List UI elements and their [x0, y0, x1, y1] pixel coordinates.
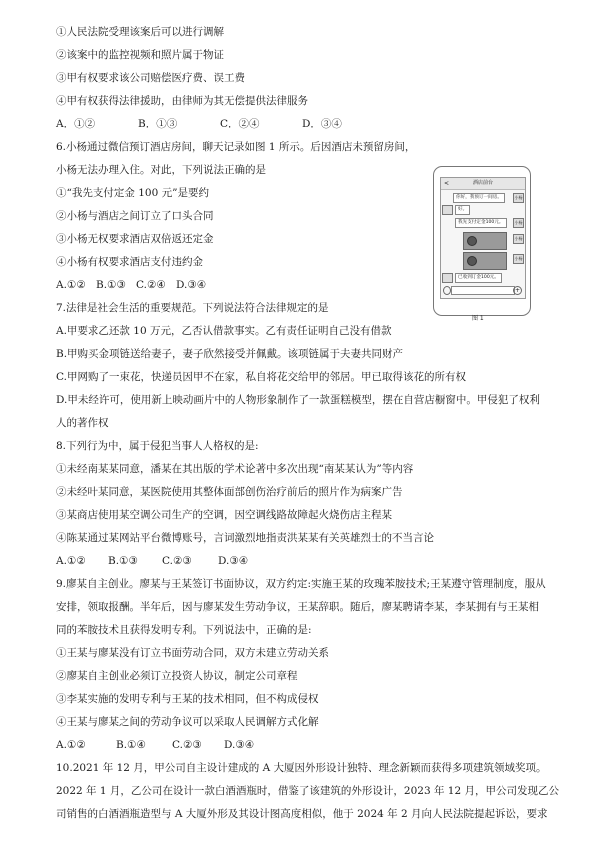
q8-statement-2: ②未经叶某同意，某医院使用其整体面部创伤治疗前后的照片作为病案广告: [56, 486, 403, 498]
q8-options: [56, 554, 248, 568]
chat-image-message: [463, 252, 507, 270]
q7-option-b: B.甲购买金项链送给妻子，妻子欣然接受并佩戴。该项链属于夫妻共同财产: [56, 348, 404, 360]
voice-icon: [443, 286, 451, 295]
chat-image-message: [463, 232, 507, 250]
q7-option-a: A.甲要求乙还款 10 万元，乙否认借款事实。乙有责任证明自己没有借款: [56, 325, 392, 337]
figure-phone-chat: [433, 166, 531, 316]
q5-option-b: B．①③: [138, 118, 178, 130]
plus-icon: +: [514, 287, 521, 294]
q8-option-c: C.②③: [162, 555, 192, 567]
phone-screen: [440, 177, 526, 299]
q9-statement-2: ②廖某自主创业必须订立投资人协议，制定公司章程: [56, 670, 298, 682]
chat-bubble-1: 你好，我预订一间房。: [453, 193, 505, 203]
avatar-icon: 小杨: [513, 254, 524, 264]
q8-option-a: A.①②: [56, 555, 86, 567]
q10-stem-line-1: 10.2021 年 12 月，甲公司自主设计建成的 A 大厦因外形设计独特、理念新颖而获得多项建筑领域奖项。: [56, 762, 547, 774]
q9-option-c: C.②③: [172, 739, 202, 751]
q6-option-b: B.①③: [96, 279, 126, 291]
q10-stem-line-2: 2022 年 1 月，乙公司在设计一款白酒酒瓶时，借鉴了该建筑的外形设计，2023 年 12 月，甲公司发现乙公: [56, 785, 560, 797]
q8-stem: 8.下列行为中，属于侵犯当事人人格权的是:: [56, 440, 259, 452]
chat-bubble-2: 好。: [455, 205, 470, 215]
avatar-icon: 小杨: [513, 218, 524, 228]
q7-option-c: C.甲网购了一束花，快递员因甲不在家，私自将花交给甲的邻居。甲已取得该花的所有权: [56, 371, 466, 383]
q9-stem-line-1: 9.廖某自主创业。廖某与王某签订书面协议，双方约定:实施王某的玫瑰苯胺技术;王某遵守管理制度，服从: [56, 578, 546, 590]
q5-statement-2: ②该案中的监控视频和照片属于物证: [56, 49, 224, 61]
q7-option-d-line-1: D.甲未经许可，使用新上映动画片中的人物形象制作了一款蛋糕模型，摆在自营店橱窗中。甲侵犯了权利: [56, 394, 540, 406]
q6-statement-2: ②小杨与酒店之间订立了口头合同: [56, 210, 214, 222]
q9-stem-line-2: 安排，领取报酬。半年后，因与廖某发生劳动争议，王某辞职。随后，廖某聘请李某，李某拥有与王某相: [56, 601, 539, 613]
q8-option-b: B.①③: [108, 555, 138, 567]
chat-bubble-4: 已收到订金100元。: [455, 273, 502, 283]
back-arrow-icon: <: [444, 180, 450, 187]
q6-option-d: D.③④: [176, 279, 207, 291]
chat-header: [441, 178, 525, 190]
q9-statement-3: ③李某实施的发明专利与王某的技术相同，但不构成侵权: [56, 693, 319, 705]
q9-option-a: A.①②: [56, 739, 86, 751]
q5-option-d: D．③④: [302, 118, 342, 130]
avatar-icon: 小杨: [513, 234, 524, 244]
q5-statement-3: ③甲有权要求该公司赔偿医疗费、误工费: [56, 72, 245, 84]
q8-statement-3: ③某商店使用某空调公司生产的空调，因空调线路故障起火烧伤店主程某: [56, 509, 392, 521]
q7-option-d-line-2: 人的著作权: [56, 417, 109, 429]
q5-option-c: C．②④: [220, 118, 260, 130]
avatar-icon: 小杨: [513, 193, 524, 203]
q8-statement-4: ④陈某通过某网站平台微博账号，言词激烈地指责洪某某有关英雄烈士的不当言论: [56, 532, 434, 544]
q6-option-c: C.②④: [136, 279, 166, 291]
q6-statement-1: ①“我先支付定金 100 元”是要约: [56, 187, 209, 199]
q6-statement-3: ③小杨无权要求酒店双倍返还定金: [56, 233, 214, 245]
avatar-icon: [442, 273, 453, 283]
q6-stem-line-2: 小杨无法办理入住。对此，下列说法正确的是: [56, 164, 266, 176]
q8-option-d: D.③④: [218, 555, 249, 567]
avatar-icon: [442, 205, 453, 215]
q7-stem: 7.法律是社会生活的重要规范。下列说法符合法律规定的是: [56, 302, 329, 314]
q9-statement-1: ①王某与廖某没有订立书面劳动合同，双方未建立劳动关系: [56, 647, 329, 659]
q5-statement-1: ①人民法院受理该案后可以进行调解: [56, 26, 224, 38]
q9-options: [56, 738, 254, 752]
q6-statement-4: ④小杨有权要求酒店支付违约金: [56, 256, 203, 268]
q8-statement-1: ①未经南某某同意，潘某在其出版的学术论著中多次出现“南某某认为”等内容: [56, 463, 414, 475]
q9-stem-line-3: 同的苯胺技术且获得发明专利。下列说法中，正确的是:: [56, 624, 312, 636]
q5-options: [56, 117, 342, 131]
q5-statement-4: ④甲有权获得法律援助，由律师为其无偿提供法律服务: [56, 95, 308, 107]
chat-header-title: 酒店前台: [472, 180, 493, 186]
q6-stem-line-1: 6.小杨通过微信预订酒店房间，聊天记录如图 1 所示。后因酒店未预留房间，: [56, 141, 416, 153]
chat-bubble-3: 我先支付定金100元。: [455, 218, 507, 228]
q9-option-d: D.③④: [224, 739, 255, 751]
q9-option-b: B.①④: [116, 739, 146, 751]
q6-options: [56, 278, 206, 292]
chat-input: [451, 286, 515, 295]
figure-caption: 图 1: [472, 315, 484, 322]
q6-option-a: A.①②: [56, 279, 86, 291]
q9-statement-4: ④王某与廖某之间的劳动争议可以采取人民调解方式化解: [56, 716, 319, 728]
q5-option-a: A．①②: [56, 118, 96, 130]
q10-stem-line-3: 司销售的白酒酒瓶造型与 A 大厦外形及其设计图高度相似，他于 2024 年 2 月向人民法院提起诉讼，要求: [56, 808, 548, 820]
